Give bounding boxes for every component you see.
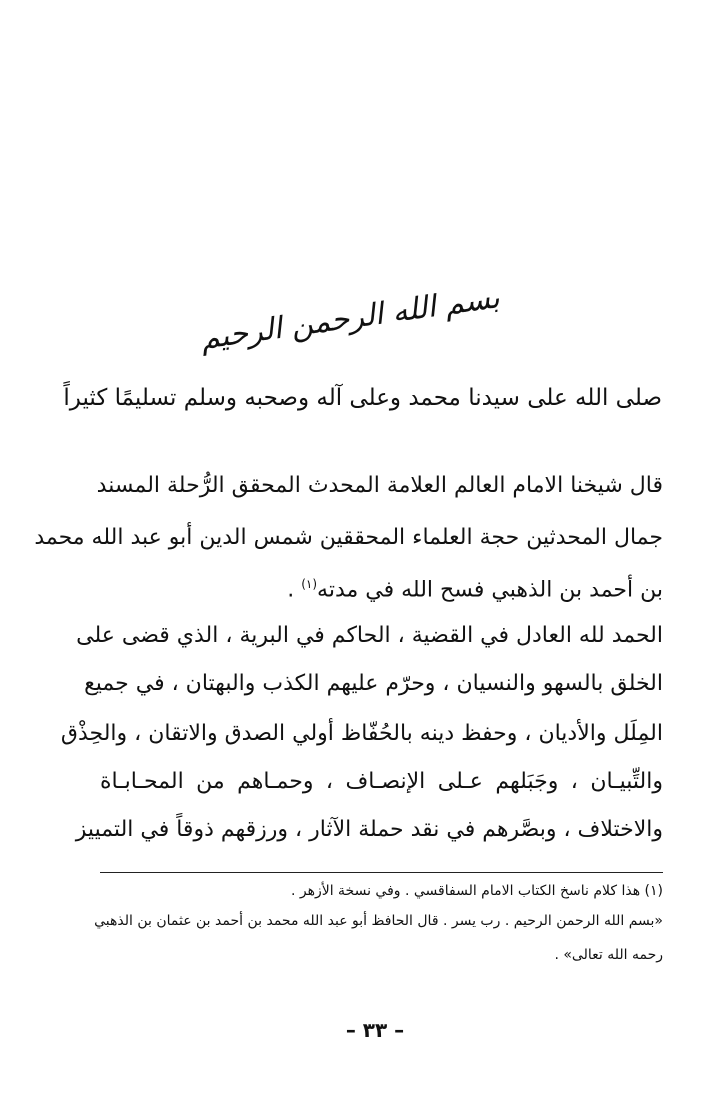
body-line-5: والاختلاف ، وبصَّرهم في نقد حملة الآثار ، ورزقهم ذوقاً في التمييز: [75, 817, 663, 842]
intro-line-2: جمال المحدثين حجة العلماء المحققين شمس الدين أبو عبد الله محمد: [34, 525, 663, 550]
body-line-4: والتِّبيـان ، وجَبَلهم عـلى الإنصـاف ، وحمـاهم من المحـابـاة: [100, 769, 663, 794]
page-number: – ٣٣ –: [345, 1018, 405, 1042]
footnote-line-1: (١) هذا كلام ناسخ الكتاب الامام السفاقسي . وفي نسخة الأزهر .: [290, 883, 663, 899]
salawat-line: صلى الله على سيدنا محمد وعلى آله وصحبه وسلم تسليمًا كثيراً: [63, 385, 662, 411]
basmala-text: بسم الله الرحمن الرحيم: [198, 279, 502, 357]
body-line-3: المِلَل والأديان ، وحفظ دينه بالحُفّاظ أولي الصدق والاتقان ، والحِذْق: [60, 721, 663, 746]
footnote-line-3: رحمه الله تعالى» .: [554, 947, 663, 963]
intro-line-3-end: .: [287, 577, 302, 603]
basmala-calligraphy: [198, 278, 502, 358]
footnote-separator: [100, 872, 663, 873]
footnote-line-2: «بسم الله الرحمن الرحيم . رب يسر . قال الحافظ أبو عبد الله محمد بن أحمد بن عثمان بن الذهبي: [94, 913, 663, 929]
intro-line-1: قال شيخنا الامام العالم العلامة المحدث المحقق الرُّحلة المسند: [96, 473, 663, 498]
intro-line-3: [100, 564, 663, 610]
footnote-marker: (١): [301, 577, 318, 591]
intro-line-3-text: بن أحمد بن الذهبي فسح الله في مدته: [317, 577, 663, 603]
body-line-2: الخلق بالسهو والنسيان ، وحرّم عليهم الكذب والبهتان ، في جميع: [84, 671, 663, 696]
body-line-1: الحمد لله العادل في القضية ، الحاكم في البرية ، الذي قضى على: [76, 623, 663, 648]
